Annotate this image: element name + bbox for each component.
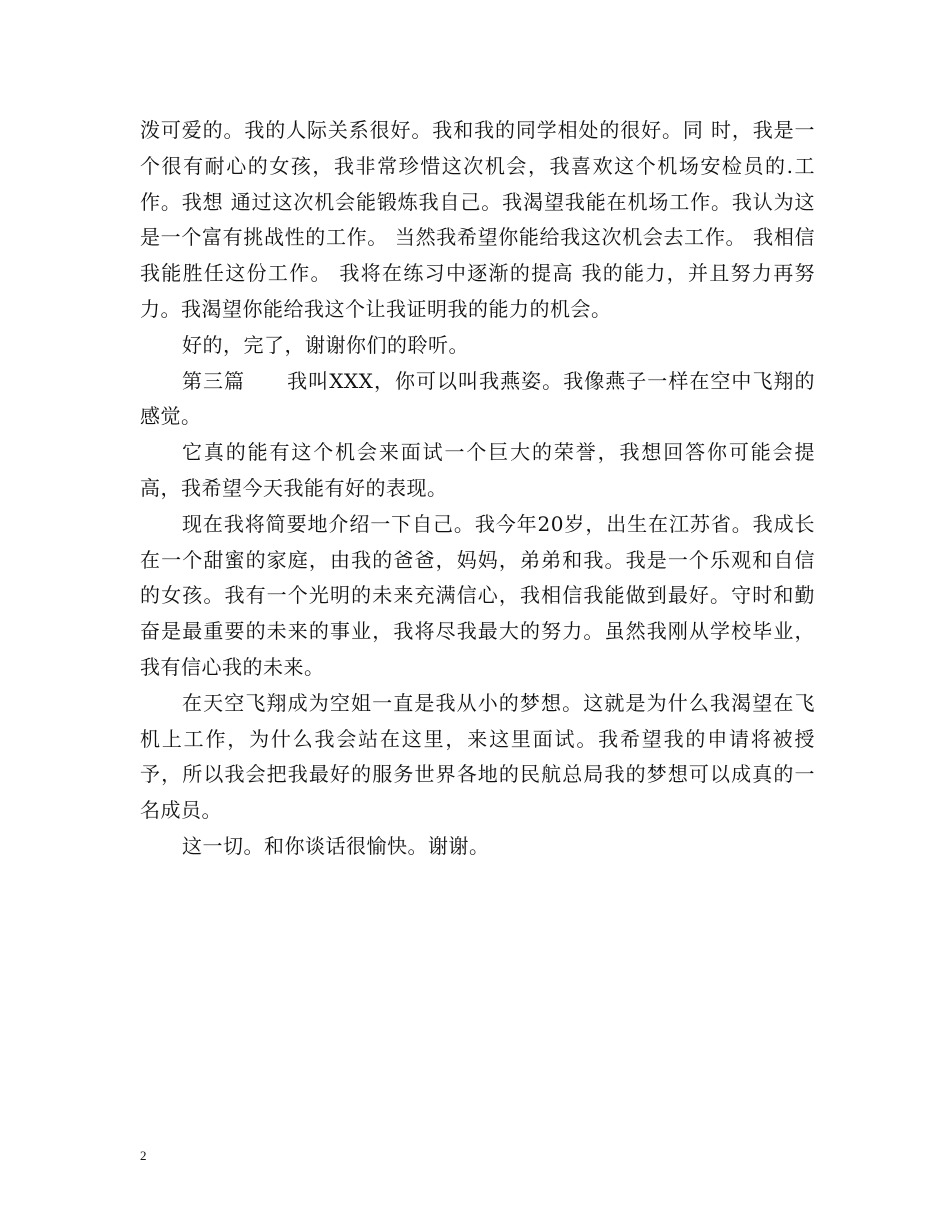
page-number: 2 — [140, 1148, 147, 1163]
paragraph: 它真的能有这个机会来面试一个巨大的荣誉，我想回答你可能会提高，我希望今天我能有好的表现。 — [140, 440, 815, 500]
paragraph: 第三篇 我叫XXX，你可以叫我燕姿。我像燕子一样在空中飞翔的感觉。 — [140, 368, 815, 429]
body-text — [140, 113, 815, 865]
paragraph: 好的，完了，谢谢你们的聆听。 — [182, 332, 469, 357]
paragraph: 泼可爱的。我的人际关系很好。我和我的同学相处的很好。同 时，我是一个很有耐心的女孩，我非常珍惜这次机会，我喜欢这个机场安检员的.工作。我想 通过这次机会能锻炼我自己。我渴望我能在机场工作。我认为这是一个富有挑战性的工作。 当然我希望你能给我这次机会去工作。 我相信我能胜任这份工作。 我将在练习中逐渐的提高 我的能力，并且努力再努力。我渴望你能给我这个让我证明我的能力的机会。 — [140, 118, 815, 321]
paragraph: 这一切。和你谈话很愉快。谢谢。 — [182, 833, 490, 858]
paragraph: 现在我将简要地介绍一下自己。我今年20岁，出生在江苏省。我成长在一个甜蜜的家庭，由我的爸爸，妈妈，弟弟和我。我是一个乐观和自信的女孩。我有一个光明的未来充满信心，我相信我能做到最好。守时和勤奋是最重要的未来的事业，我将尽我最大的努力。虽然我刚从学校毕业，我有信心我的未来。 — [140, 511, 815, 679]
paragraph: 在天空飞翔成为空姐一直是我从小的梦想。这就是为什么我渴望在飞机上工作，为什么我会站在这里，来这里面试。我希望我的申请将被授予，所以我会把我最好的服务世界各地的民航总局我的梦想可以成真的一名成员。 — [140, 690, 815, 823]
